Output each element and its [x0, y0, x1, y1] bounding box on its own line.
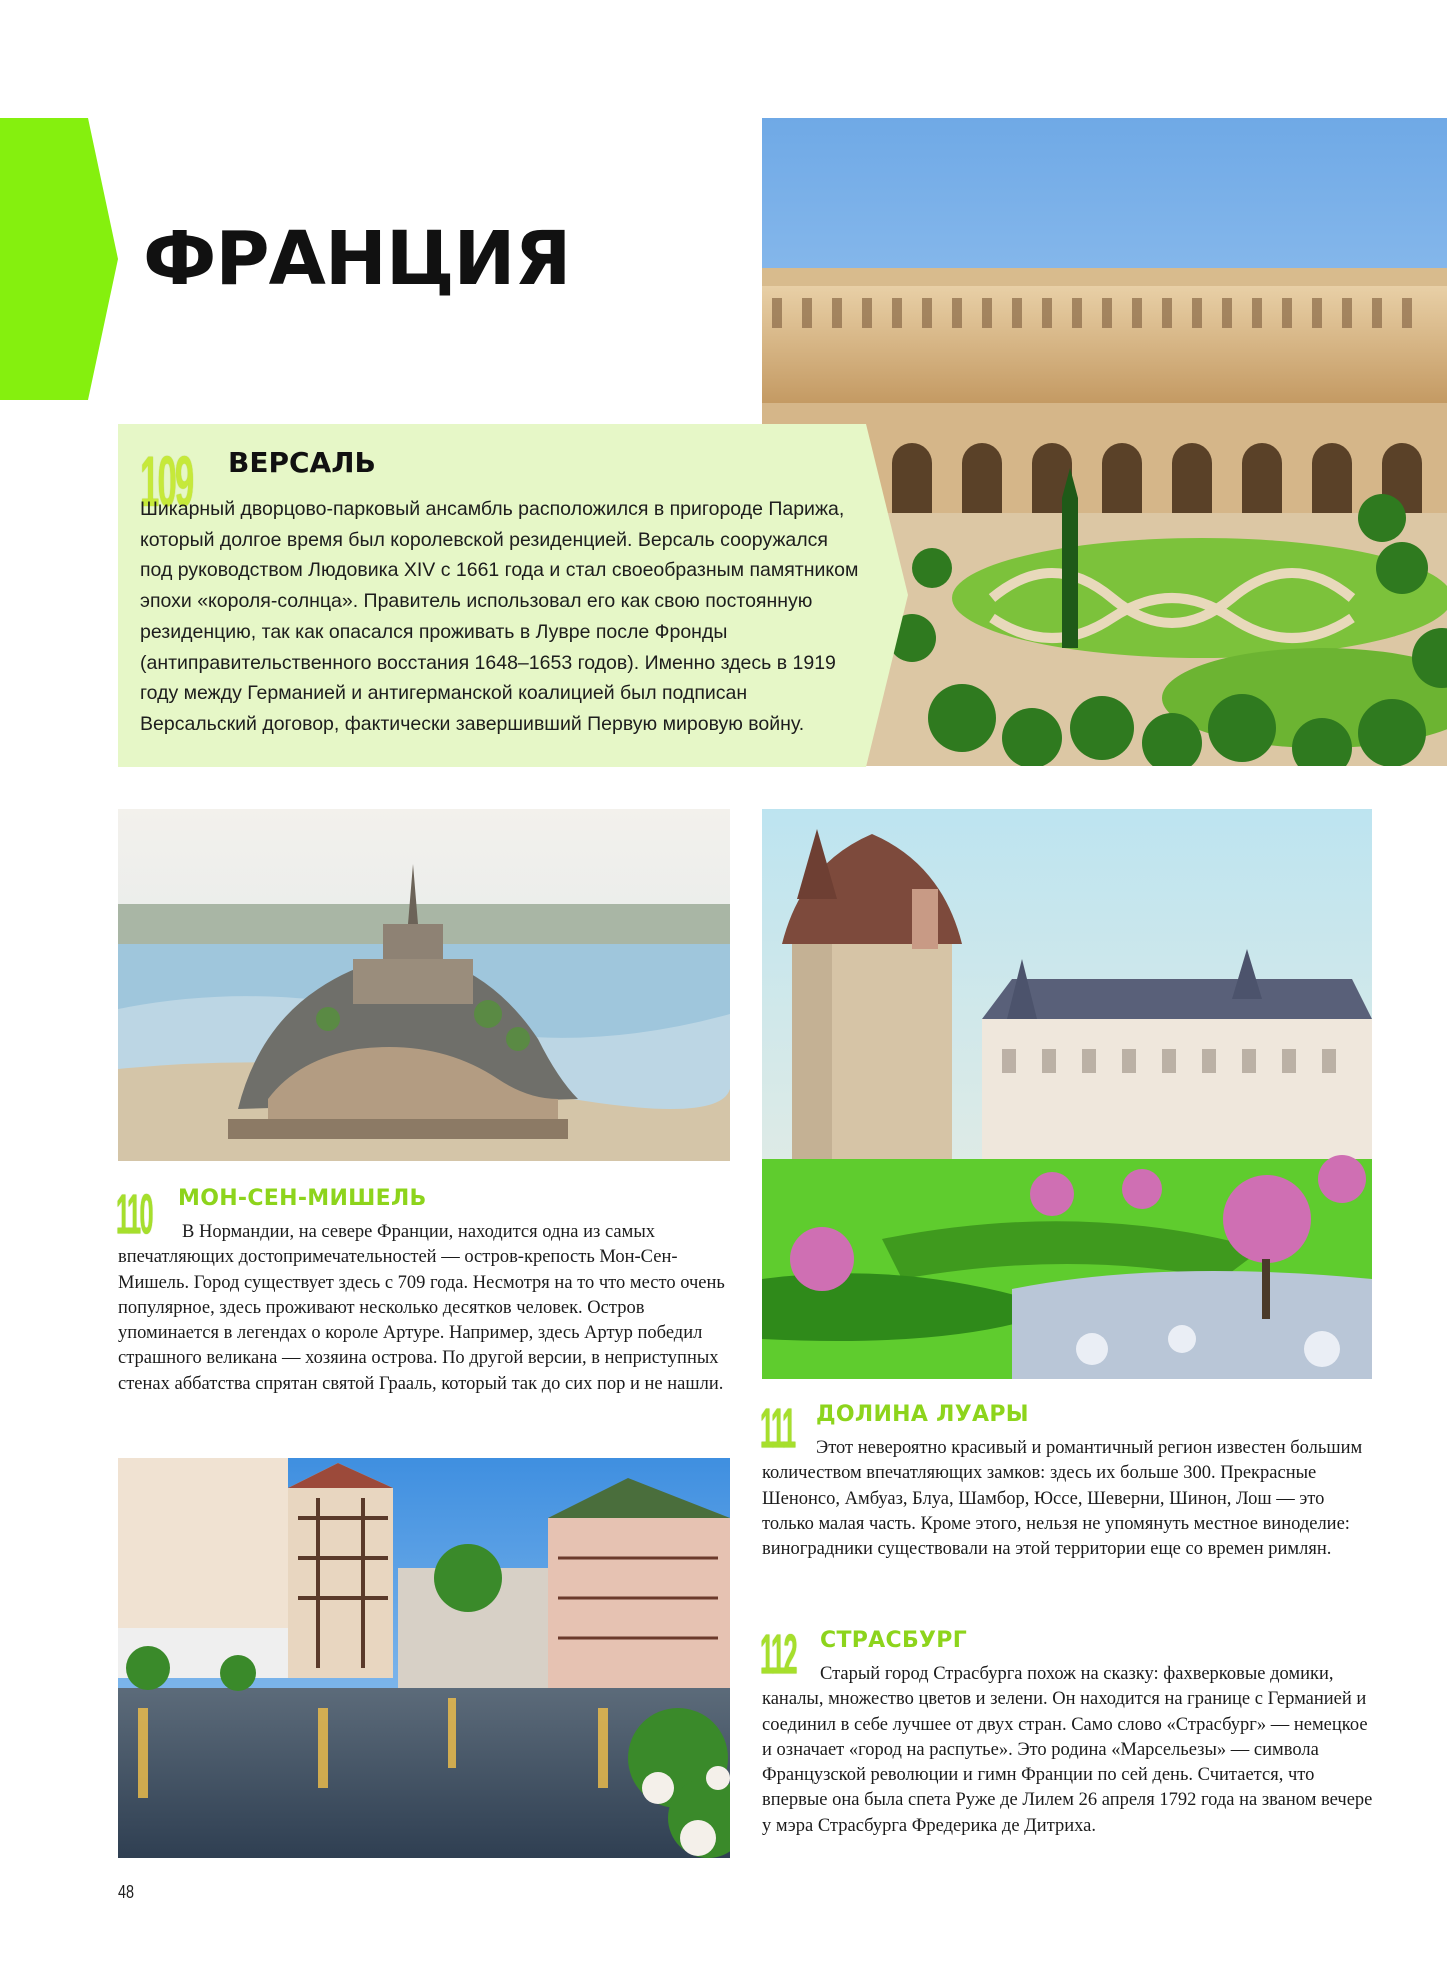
mont-saint-michel-text: В Нормандии, на севере Франции, находится одна из самых впечатляющих достопримечательностей — остров-крепость Мон-Сен-Мишель. Город существует здесь с 709 года. Несмотря на то что место очень популярное, здесь проживают несколько десятков человек. Остров упоминается в легендах о короле Артуре. Например, здесь Артур победил страшного великана — хозяина острова. По другой версии, в неприступных стенах аббатства спрятан святой Грааль, который так до сих пор и не нашли.	[118, 1222, 725, 1394]
loire-valley-photo	[762, 809, 1372, 1379]
strasbourg-text: Старый город Страсбурга похож на сказку: фахверковые домики, каналы, множество цветов и зелени. Он находится на границе с Германией и соединил в себе лучшее от двух стран. Само слово «Страсбург» — немецкое и означает «город на распутье». Это родина «Марсельезы» — символа Французской революции и гимн Франции по сей день. Считается, что впервые она была спета Руже де Лилем 26 апреля 1792 года на званом вечере у мэра Страсбурга Фредерика де Дитриха.	[762, 1664, 1373, 1836]
versailles-text: Шикарный дворцово-парковый ансамбль расположился в пригороде Парижа, который долгое время был королевской резиденцией. Версаль сооружался под руководством Людовика XIV с 1661 года и стал своеобразным памятником эпохи «короля-солнца». Правитель использовал его как свою постоянную резиденцию, так как опасался проживать в Лувре после Фронды (антиправительственного восстания 1648–1653 годов). Именно здесь в 1919 году между Германией и антигерманской коалицией был подписан Версальский договор, фактически завершивший Первую мировую войну.	[140, 498, 859, 735]
strasbourg-photo	[118, 1458, 730, 1858]
chapter-tab-marker	[0, 118, 118, 400]
mont-saint-michel-title: МОН-СЕН-МИШЕЛЬ	[178, 1186, 427, 1211]
strasbourg-number: 112	[760, 1622, 796, 1686]
versailles-number: 109	[140, 440, 193, 522]
chapter-title: ФРАНЦИЯ	[143, 216, 571, 302]
loire-valley-number: 111	[760, 1396, 795, 1460]
loire-valley-text: Этот невероятно красивый и романтичный регион известен большим количеством впечатляющих замков: здесь их больше 300. Прекрасные Шенонсо, Амбуаз, Блуа, Шамбор, Юссе, Шеверни, Шинон, Лош — это только малая часть. Кроме этого, нельзя не упомянуть местное виноделие: виноградники существовали на этой территории еще со времен римлян.	[762, 1438, 1363, 1560]
versailles-title: ВЕРСАЛЬ	[228, 446, 376, 479]
strasbourg-title: СТРАСБУРГ	[820, 1628, 968, 1653]
versailles-article	[118, 424, 908, 767]
mont-saint-michel-number: 110	[116, 1182, 152, 1246]
mont-saint-michel-photo	[118, 809, 730, 1161]
page-number: 48	[118, 1882, 135, 1902]
loire-valley-title: ДОЛИНА ЛУАРЫ	[816, 1402, 1029, 1427]
